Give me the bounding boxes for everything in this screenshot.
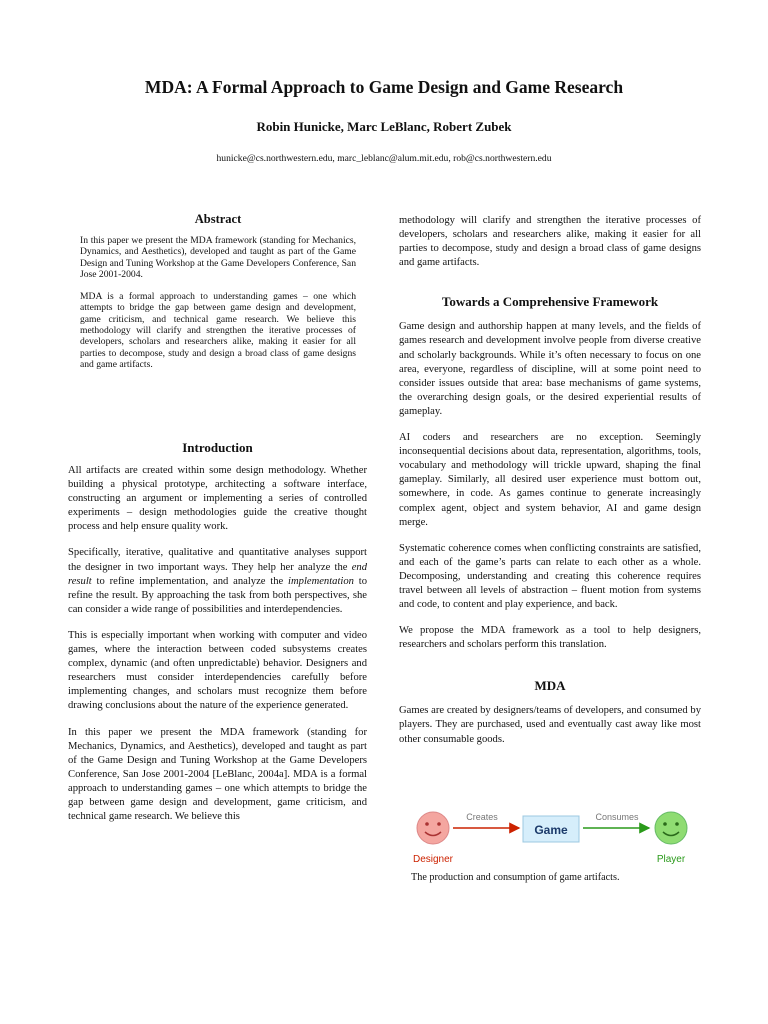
creates-label: Creates <box>466 812 498 822</box>
mda-heading: MDA <box>534 678 566 694</box>
player-label: Player <box>656 854 686 865</box>
towards-paragraph: Systematic coherence comes when conflicting constraints are satisfied, and each of the game’s parts can relate to each other as a whole. Decomposing, understanding and creating this coherence requires travel between all levels of abstraction – fluent motion from systems and code, to content and play experience, and back. <box>399 542 701 611</box>
figure-caption: The production and consumption of game artifacts. <box>411 872 620 883</box>
intro-paragraph: In this paper we present the MDA framework (standing for Mechanics, Dynamics, and Aesthetics), developed and taught as part of the Game Design and Tuning Workshop at the Game Developers Conference, San Jose 2001-2004 [LeBlanc, 2004a]. MDA is a formal approach to understanding games – one which attempts to bridge the gap between game design and development, game criticism, and technical game research. We believe this <box>68 726 367 823</box>
abstract-paragraph: In this paper we present the MDA framework (standing for Mechanics, Dynamics, and Aesthetics), developed and taught as part of the Game Design and Tuning Workshop at the Game Developers Conference, San Jose 2001-2004. <box>80 235 356 280</box>
player-smiley-icon <box>655 812 687 844</box>
designer-smiley-icon <box>417 812 449 844</box>
abstract-heading: Abstract <box>194 212 242 226</box>
consumes-label: Consumes <box>595 812 639 822</box>
continued-paragraph: methodology will clarify and strengthen the iterative processes of developers, scholars and researchers alike, making it easier for all parties to decompose, study and design a broad class of game designs and game artifacts. <box>399 215 701 269</box>
introduction-section <box>68 464 367 824</box>
mda-paragraph: Games are created by designers/teams of developers, and consumed by players. They are purchased, used and eventually cast away like most other consumable goods. <box>399 705 701 745</box>
towards-paragraph: Game design and authorship happen at many levels, and the fields of games research and development involve people from diverse creative and scholarly backgrounds. While it’s often necessary to focus on one area, everyone, regardless of discipline, will at some point need to consider issues outside that area: base mechanisms of game systems, the overarching design goals, or the desired experiential results of gameplay. <box>399 321 701 417</box>
emphasis-end-result: end result <box>68 561 367 587</box>
emphasis-implementation: implementation <box>288 575 354 587</box>
intro-paragraph: All artifacts are created within some design methodology. Whether building a physical prototype, architecting a software interface, constructing an argument or implementing a series of controlled experiments – design methodologies guide the creative thought process and help ensure quality work. <box>68 465 367 533</box>
designer-label: Designer <box>412 854 454 865</box>
production-consumption-figure <box>407 806 707 866</box>
paper-title: MDA: A Formal Approach to Game Design and Game Research <box>144 77 624 97</box>
abstract-section <box>80 212 356 370</box>
intro-paragraph: Specifically, iterative, qualitative and quantitative analyses support the designer in two important ways. They help her analyze the end result to refine implementation, and analyze the implementation to refine the result. By approaching the task from both perspectives, she can consider a wide range of possibilities and interdependencies. <box>68 547 367 615</box>
introduction-heading: Introduction <box>182 440 253 455</box>
author-emails: hunicke@cs.northwestern.edu, marc_leblanc@alum.mit.edu, rob@cs.northwestern.edu <box>216 153 552 164</box>
towards-heading: Towards a Comprehensive Framework <box>441 294 659 310</box>
author-list: Robin Hunicke, Marc LeBlanc, Robert Zubek <box>256 119 512 134</box>
towards-paragraph: AI coders and researchers are no exception. Seemingly inconsequential decisions about data, representation, algorithms, tools, vocabulary and methodology will trickle upward, shaping the final gameplay. Similarly, all desired user experience must bottom out, somewhere, in code. As games continue to generate increasingly complex agent, object and system behavior, AI and game design merge. <box>399 432 701 528</box>
abstract-paragraph: MDA is a formal approach to understanding games – one which attempts to bridge the gap between game design and development, game criticism, and technical game research. We believe this methodology will clarify and strengthen the iterative processes of developers, scholars and researchers alike, making it easier for all parties to decompose, study and design a broad class of game designs and game artifacts. <box>80 291 356 370</box>
right-column <box>399 214 701 747</box>
towards-paragraph: We propose the MDA framework as a tool to help designers, researchers and scholars perform this translation. <box>399 625 701 651</box>
game-label: Game <box>534 823 568 837</box>
intro-paragraph: This is especially important when working with computer and video games, where the interaction between coded subsystems creates complex, dynamic (and often unpredictable) behavior. Designers and researchers must consider interdependencies carefully before implementing changes, and scholars must recognize them before drawing conclusions about the nature of the experience generated. <box>68 629 367 712</box>
